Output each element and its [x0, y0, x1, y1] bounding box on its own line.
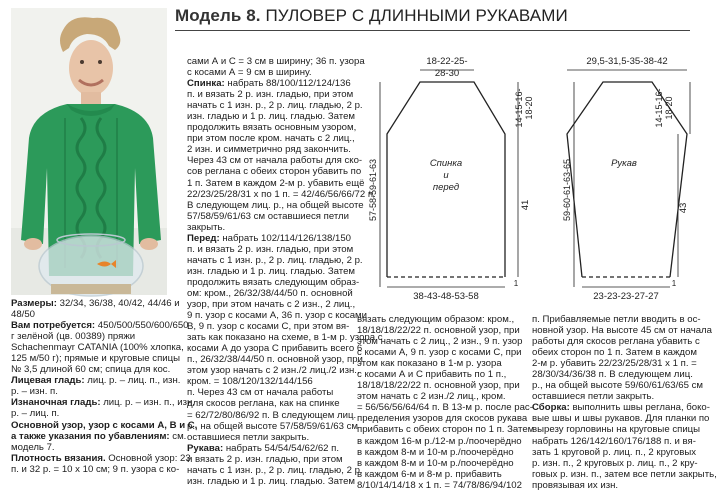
line-text: в каждом 8-м и 10-м р./поочерёдно — [357, 457, 514, 469]
line-label: Рукава: — [187, 442, 224, 454]
text-line — [357, 336, 527, 347]
line-text: говых р. изн. п., затем все петли закрыть, — [532, 468, 717, 480]
line-text: = 56/56/56/64/64 п. В 13-м р. после рас- — [357, 402, 533, 414]
line-label: Вам потребуется: — [11, 320, 96, 332]
line-text: продолжить вязать основным узором, — [187, 122, 357, 134]
line-text: изн. гладью и 1 р. лиц. гладью. Затем — [187, 265, 356, 277]
line-text: прибавить с обеих сторон по 1 п. Затем — [357, 424, 535, 436]
line-label: Перед: — [187, 232, 220, 244]
line-text: р. – лиц. п. — [11, 408, 60, 420]
text-line — [187, 233, 351, 244]
text-line — [187, 376, 351, 387]
text-column-sizes — [11, 298, 198, 475]
line-text: при этом после кром. начать с 2 лиц., — [187, 133, 355, 145]
line-text: начать с 1 изн. р., 2 р. лиц. гладью, 2 р. — [187, 464, 363, 476]
text-line — [187, 166, 362, 178]
line-label: а также указания по убавлениям: — [11, 430, 170, 442]
text-column-instructions-1 — [187, 56, 383, 487]
text-line — [187, 56, 365, 67]
line-text: в каждом 8-м и 10-м р./поочерёдно — [357, 446, 514, 458]
line-text: В, 9 п. узор с косами С, при этом вя- — [187, 321, 350, 333]
pattern-schema — [352, 50, 692, 310]
text-line — [187, 443, 351, 454]
text-line — [187, 464, 363, 476]
text-line — [532, 480, 696, 491]
text-line — [357, 402, 533, 414]
sleeve-label: Рукав — [611, 158, 637, 169]
text-line — [187, 343, 363, 355]
text-line — [187, 454, 351, 465]
text-line — [532, 468, 717, 480]
line-text: оставшиеся петли закрыть. — [187, 431, 310, 443]
text-line — [11, 353, 181, 365]
text-line — [187, 133, 355, 145]
line-text: набрать 102/114/126/138/150 — [219, 232, 352, 244]
text-line — [11, 452, 191, 464]
line-text: начать с 1 изн. р., 2 р. лиц. гладью, 2 р. — [187, 100, 363, 112]
body-raglan-line2: 18-20 — [524, 96, 534, 120]
text-line — [532, 358, 696, 369]
line-text: модель 7. — [11, 441, 55, 453]
text-line — [532, 380, 703, 392]
line-text: сами А и С = 3 см в ширину; 36 п. узора — [187, 56, 365, 67]
text-line — [187, 354, 363, 366]
line-text: 8/10/14/14/18 х 1 п. = 74/78/86/94/102 — [357, 479, 522, 491]
text-line — [187, 155, 363, 167]
text-line — [187, 111, 356, 123]
line-label: Основной узор, узор с косами А, В и С, — [11, 419, 198, 431]
text-column-instructions-2 — [357, 314, 535, 491]
line-text: 1 п. Затем в каждом 2-м р. убавить ещё — [187, 177, 365, 189]
text-line — [532, 347, 696, 358]
line-text: п. и вязать 2 р. изн. гладью, при этом — [187, 243, 354, 255]
text-line — [11, 364, 175, 375]
line-text: п. Прибавляемые петли вводить в ос- — [532, 314, 701, 325]
line-text: с косами А и С прибавить по 1 п., — [357, 369, 507, 381]
line-text: вязать следующим образом: кром., — [357, 314, 515, 325]
text-line — [11, 442, 175, 453]
model-title-separator: . — [255, 6, 266, 25]
line-label: Изнаночная гладь: — [11, 397, 101, 409]
text-line — [187, 144, 351, 155]
line-text: В следующем лиц. р., на общей высоте — [187, 199, 364, 211]
line-text: 57/58/59/61/63 см оставшиеся петли — [187, 210, 349, 222]
model-photo — [11, 8, 167, 295]
text-line — [11, 298, 180, 309]
line-text: изн. гладью и 1 р. лиц. гладью. Затем — [187, 475, 356, 487]
line-text: для скосов реглана, как на спинке — [187, 398, 340, 410]
line-text: работы для скосов реглана убавить с — [532, 336, 700, 348]
line-text: новной узор. На высоте 45 см от начала — [532, 325, 712, 337]
photo-illustration — [11, 8, 167, 295]
text-line — [357, 436, 527, 447]
line-text: п. Через 43 см от начала работы — [187, 387, 334, 399]
text-line — [357, 347, 527, 358]
line-text: 2 изн. и симметрично ряд закончить. — [187, 144, 351, 156]
line-text: в каждом 6-м и 8-м р. прибавить — [357, 468, 502, 480]
line-text: зать 1 круговой р. лиц. п., 2 круговых — [532, 446, 697, 458]
line-text: Schachenmayr CATANIA (100% хлопка, — [11, 342, 184, 354]
line-label: Сборка: — [532, 402, 570, 414]
text-line — [357, 424, 535, 436]
text-line — [532, 413, 710, 425]
text-line — [532, 314, 701, 325]
line-text: п. и вязать 2 р. изн. гладью, при этом — [187, 89, 354, 101]
text-line — [11, 430, 187, 442]
text-line — [187, 310, 368, 322]
body-bottom-width: 38-43-48-53-58 — [413, 291, 479, 302]
line-text: узор, при этом начать с 2 изн., 2 лиц., — [187, 299, 356, 311]
text-line — [11, 386, 175, 397]
text-line — [187, 265, 356, 277]
sleeve-bottom-width: 23-23-23-27-27 — [593, 291, 659, 302]
text-line — [357, 391, 527, 402]
line-text: этом начать с 2 изн./2 лиц., кром. — [357, 391, 506, 403]
line-text: этом как показано в 1-м р. узора — [357, 358, 502, 370]
line-text: пределения узоров для скосов рукава — [357, 413, 528, 425]
text-line — [187, 321, 351, 332]
text-line — [357, 358, 527, 369]
text-line — [187, 78, 351, 89]
line-text: п. и 32 р. = 10 х 10 см; 9 п. узора с ко- — [11, 463, 180, 475]
line-label: Лицевая гладь: — [11, 375, 85, 387]
text-line — [187, 211, 351, 222]
line-text: набрать 54/54/54/62/62 п. — [223, 442, 340, 454]
line-text: оставшиеся петли закрыть. — [532, 391, 655, 403]
line-text: 9 п. узор с косами А, 36 п. узор с косами — [187, 310, 368, 322]
text-line — [187, 222, 351, 233]
text-line — [187, 332, 383, 344]
body-raglan-line1: 14-15-16- — [514, 88, 524, 128]
line-text: вырезу горловины на круговые спицы — [532, 424, 701, 436]
line-text: выполнить швы реглана, боко- — [569, 402, 710, 414]
text-line — [11, 463, 180, 475]
line-text: ом: кром., 26/32/38/44/50 п. основной — [187, 287, 353, 299]
text-line — [11, 408, 175, 419]
text-line — [187, 365, 360, 377]
line-text: начать с 1 изн. р., 2 р. лиц. гладью, 2 р. — [187, 254, 363, 266]
text-line — [187, 475, 356, 487]
text-line — [11, 342, 184, 354]
text-line — [187, 199, 364, 211]
line-text: р. – изн. п. — [11, 386, 58, 398]
text-line — [357, 447, 527, 458]
line-text: с косами А = 9 см в ширину. — [187, 67, 312, 79]
line-text: 18/18/18/22/22 п. основной узор, при — [357, 380, 520, 392]
line-text: = 62/72/80/86/92 п. В следующем лиц. — [187, 409, 357, 421]
line-text: 22/23/25/28/31 х по 1 п. = 42/46/56/66/72 п. — [187, 188, 376, 200]
text-line — [187, 67, 351, 78]
body-total-height: 57-58-59-61-63 — [368, 158, 378, 222]
text-line — [11, 309, 175, 320]
body-label-line1: Спинка — [429, 158, 463, 169]
text-line — [187, 387, 351, 398]
text-line — [11, 331, 175, 342]
line-text: этом узор начать с 2 изн./2 лиц./2 изн., — [187, 365, 360, 377]
line-text: провязывая их изн. — [532, 479, 619, 491]
text-line — [187, 432, 351, 443]
text-line — [357, 325, 527, 336]
line-label: Плотность вязания. — [11, 452, 106, 464]
body-label-line2: и — [443, 170, 449, 181]
line-text: 450/500/550/600/650 — [95, 320, 189, 332]
title-rule — [175, 30, 690, 31]
body-hem-height: 1 — [513, 279, 519, 288]
line-text: в каждом 16-м р./12-м р./поочерёдно — [357, 435, 522, 447]
body-top-width-line1: 18-22-25- — [426, 56, 468, 67]
text-line — [532, 369, 696, 380]
line-text: р. изн. п., 2 круговых р. лиц. п., 2 кру- — [532, 457, 698, 469]
line-text: 125 м/50 г); прямые и круговые спицы — [11, 353, 181, 365]
text-line — [187, 299, 356, 311]
line-text: р., на общей высоте 59/60/61/63/65 см — [532, 380, 703, 392]
text-line — [187, 100, 363, 112]
line-text: 28/30/34/36/38 п. В следующем лиц. — [532, 369, 693, 381]
text-line — [11, 397, 195, 409]
line-text: 48/50 — [11, 309, 36, 321]
text-line — [11, 419, 198, 431]
line-text: п., 26/32/38/44/50 п. основной узор, при — [187, 354, 363, 366]
text-column-instructions-3 — [532, 314, 717, 491]
line-text: вые швы и швы рукавов. Для планки по — [532, 413, 710, 425]
line-text: этом начать с 2 лиц., 2 изн., 9 п. узор — [357, 336, 523, 348]
text-line — [357, 480, 527, 491]
text-line — [187, 276, 360, 288]
text-line — [532, 458, 696, 469]
text-line — [532, 391, 696, 402]
line-text: обеих сторон по 1 п. Затем в каждом — [532, 347, 697, 359]
text-line — [187, 89, 354, 101]
text-line — [357, 469, 527, 480]
line-text: изн. гладью и 1 р. лиц. гладью. Затем — [187, 111, 356, 123]
text-line — [532, 336, 700, 348]
text-line — [357, 369, 527, 380]
text-line — [532, 402, 710, 414]
text-line — [187, 409, 357, 421]
line-text: 18/18/18/22/22 п. основной узор, при — [357, 325, 520, 337]
line-text: Через 43 см от начала работы для ско- — [187, 155, 363, 167]
line-text: г зелёной (цв. 00389) пряжи — [11, 331, 136, 343]
sleeve-total-height: 59-60-61-63-65 — [562, 158, 572, 222]
text-line — [187, 122, 357, 134]
text-line — [187, 420, 358, 432]
body-side-height: 41 — [520, 199, 531, 211]
sleeve-raglan-line2: 18-20 — [664, 96, 674, 120]
model-title — [175, 6, 568, 26]
text-line — [357, 458, 527, 469]
model-name: ПУЛОВЕР С ДЛИННЫМИ РУКАВАМИ — [265, 6, 568, 25]
model-number: Модель 8 — [175, 6, 256, 25]
line-text: зать как показано на схеме, в 1-м р. узора с — [187, 332, 383, 344]
body-label-line3: перед — [432, 182, 460, 193]
sleeve-hem-height: 1 — [671, 279, 677, 288]
line-text: и вязать 2 р. изн. гладью, при этом — [187, 453, 343, 465]
text-line — [187, 398, 351, 409]
text-line — [532, 325, 712, 337]
line-text: 2-м р. убавить 22/23/25/28/31 х 1 п. = — [532, 358, 697, 370]
line-text: 32/34, 36/38, 40/42, 44/46 и — [56, 298, 180, 309]
line-label: Размеры: — [11, 298, 57, 309]
text-line — [187, 243, 354, 255]
line-text: продолжить вязать следующим образ- — [187, 276, 360, 288]
line-text: кром. = 108/120/132/144/156 — [187, 376, 313, 388]
text-line — [11, 320, 189, 332]
sleeve-top-width: 29,5-31,5-35-38-42 — [586, 56, 668, 67]
line-text: см. — [169, 430, 187, 442]
text-line — [532, 447, 696, 458]
line-text: лиц. р. – изн. п., изн. — [100, 397, 195, 409]
line-text: р., на общей высоте 57/58/59/61/63 см — [187, 420, 358, 432]
line-text: косами А до узора С прибавить всего 6 — [187, 343, 363, 355]
line-text: набрать 126/142/160/176/188 п. и вя- — [532, 435, 696, 447]
line-text: закрыть. — [187, 221, 226, 233]
line-text: набрать 88/100/112/124/136 — [224, 78, 351, 90]
text-line — [357, 314, 527, 325]
line-text: лиц. р. – лиц. п., изн. — [84, 375, 181, 387]
line-label: Спинка: — [187, 78, 225, 90]
line-text: № 3,5 длиной 60 см; спица для кос. — [11, 364, 171, 376]
text-line — [532, 436, 696, 447]
text-line — [357, 380, 527, 391]
text-line — [11, 375, 181, 387]
sleeve-side-height: 43 — [678, 202, 689, 214]
line-text: с косами А, 9 п. узор с косами С, при — [357, 347, 522, 359]
line-text: сов реглана с обеих сторон убавить по — [187, 166, 362, 178]
line-text: Основной узор: 23 — [105, 452, 191, 464]
text-line — [532, 424, 701, 436]
sleeve-raglan-line1: 14-15-16- — [654, 88, 664, 128]
body-schema — [380, 70, 518, 287]
text-line — [187, 254, 363, 266]
text-line — [187, 177, 365, 189]
body-top-width-line2: 28-30 — [434, 68, 460, 79]
text-line — [187, 188, 376, 200]
text-line — [187, 288, 351, 299]
text-line — [357, 413, 527, 424]
